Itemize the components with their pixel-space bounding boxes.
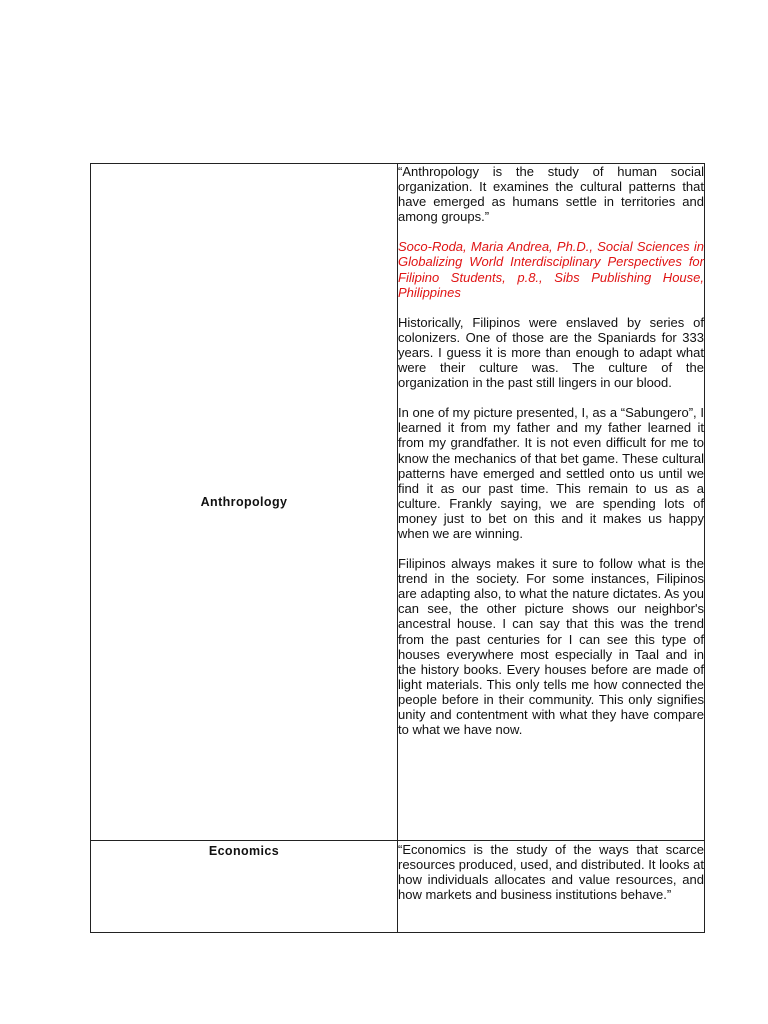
term-economics: Economics [91, 841, 398, 933]
table-row-economics [91, 841, 705, 933]
table-row-anthropology [91, 164, 705, 841]
anthropology-citation: Soco-Roda, Maria Andrea, Ph.D., Social Sciences in Globalizing World Interdisciplinary Perspectives for Filipino Students, p.8., Sibs Publishing House, Philippines [398, 239, 704, 300]
anthropology-paragraph-sabungero: In one of my picture presented, I, as a “Sabungero”, I learned it from my father and my father learned it from my grandfather. It is not even difficult for me to know the mechanics of that bet game. These cultural patterns have emerged and settled onto us until we find it as our past time. This remain to us as a culture. Frankly saying, we are spending lots of money just to bet on this and it makes us happy when we are winning. [398, 405, 704, 541]
definitions-table [90, 163, 705, 933]
anthropology-paragraph-history: Historically, Filipinos were enslaved by series of colonizers. One of those are the Spaniards for 333 years. I guess it is more than enough to adapt what were their culture was. The culture of the organization in the past still lingers in our blood. [398, 314, 704, 391]
definition-economics [398, 841, 705, 933]
economics-definition-quote: “Economics is the study of the ways that scarce resources produced, used, and distributed. It looks at how individuals allocates and value resources, and how markets and business institutions behave.” [398, 842, 704, 903]
definition-anthropology [398, 164, 705, 841]
anthropology-paragraph-trend: Filipinos always makes it sure to follow what is the trend in the society. For some instances, Filipinos are adapting also, to what the nature dictates. As you can see, the other picture shows our neighbor's ancestral house. I can say that this was the trend from the past centuries for I can see this type of houses everywhere most especially in Taal and in the history books. Every houses before are made of light materials. This only tells me how connected the people before in their community. This only signifies unity and contentment with what they have compare to what we have now. [398, 556, 704, 738]
term-anthropology: Anthropology [91, 164, 398, 841]
anthropology-definition-quote: “Anthropology is the study of human social organization. It examines the cultural patterns that have emerged as humans settle in territories and among groups.” [398, 164, 704, 225]
